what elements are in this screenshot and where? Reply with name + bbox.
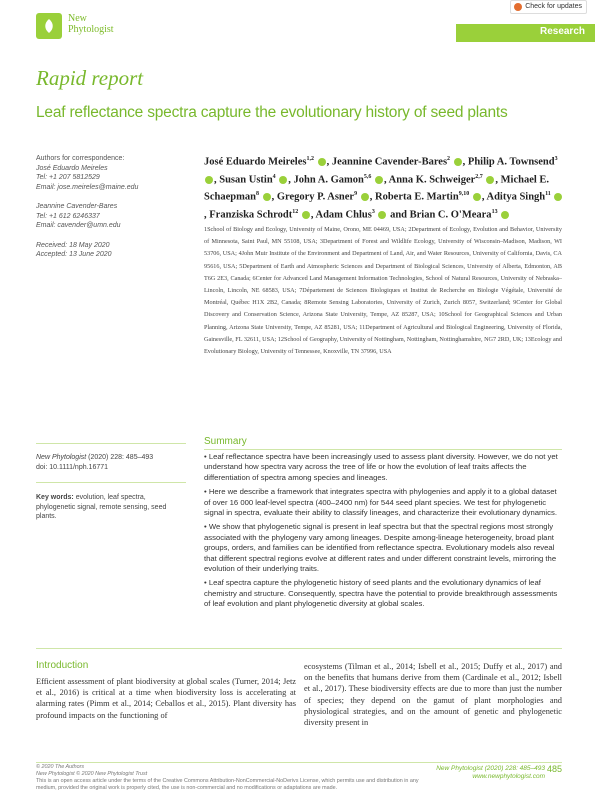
- correspondence-name-1: José Eduardo Meireles: [36, 164, 108, 172]
- keywords-label: Key words:: [36, 494, 74, 501]
- correspondence-block: [36, 154, 186, 260]
- citation-volume: (2020) 228: 485–493: [88, 454, 154, 461]
- affiliations: 1School of Biology and Ecology, University of Maine, Orono, ME 04469, USA; 2Department of Ecology, Evolution and Behavior, University of Minnesota, Saint Paul, MN 55108, USA; 3Department of Forest and Wildlife Ecology, University of Wisconsin–Madison, Madison, WI 53706, USA; 4John Muir Institute of the Environment and Department of Land, Air, and Water Resources, University of California, Davis, CA 95616, USA; 5Department of Earth and Atmospheric Sciences and Department of Biological Sciences, University of Alberta, Edmonton, AB T6G 2E3, Canada; 6Center for Advanced Land Management Information Technologies, School of Natural Resources, University of Nebraska–Lincoln, Lincoln, NE 68583, USA; 7Département de Sciences Biologiques et Institut de Recherche en Biologie Végétale, Université de Montréal, Québec H1X 2B2, Canada; 8Remote Sensing Laboratories, University of Zurich, Zurich 8057, Switzerland; 9Center for Global Discovery and Conservation Science, Arizona State University, Tempe, AZ 85287, USA; 10School for Geographical Sciences and Urban Planning, Arizona State University, Tempe, AZ 85281, USA; 11Department of Agricultural and Biological Engineering, University of Florida, Gainesville, FL 32611, USA; 12School of Geography, University of Nottingham, Nottingham, Nottinghamshire, NG7 2RD, UK; 13Ecology and Evolutionary Biology, University of Tennessee, Knoxville, TN 37996, USA: [204, 226, 562, 356]
- affiliation-marker: 3: [371, 208, 375, 215]
- section-label: Research: [539, 26, 585, 37]
- article-title: Leaf reflectance spectra capture the evolutionary history of seed plants: [36, 104, 508, 121]
- orcid-icon[interactable]: [473, 193, 481, 201]
- summary-body: [204, 452, 562, 614]
- affiliation-marker: 9: [354, 191, 358, 197]
- correspondence-label: Authors for correspondence:: [36, 155, 125, 162]
- section-banner: [456, 24, 595, 42]
- orcid-icon[interactable]: [378, 211, 386, 219]
- orcid-icon[interactable]: [454, 158, 462, 166]
- footer-license-text: This is an open access article under the terms of the Creative Commons Attribution-NonCommercial-NoDerivs License, which permits use and distribution in any medium, provided the original work is properly cited, the use is non-commercial and no modifications or adaptations are made.: [36, 778, 419, 791]
- page-number: 485: [546, 764, 562, 774]
- journal-logo-icon: [36, 13, 62, 39]
- correspondence-email-2[interactable]: Email: cavender@umn.edu: [36, 222, 121, 229]
- sidebar-divider-2: [36, 482, 186, 483]
- correspondence-name-2: Jeannine Cavender-Bares: [36, 203, 118, 210]
- orcid-icon[interactable]: [501, 211, 509, 219]
- journal-name-line1: New: [68, 13, 87, 24]
- summary-item: • Leaf reflectance spectra have been increasingly used to assess plant diversity. However, we do not yet understand how spectra vary across the tree of life or how the evolution of leaf traits affects the differentiation of spectra among species and lineages.: [204, 452, 558, 482]
- orcid-icon[interactable]: [375, 176, 383, 184]
- introduction-column-1: Efficient assessment of plant biodiversity at global scales (Turner, 2014; Jetz et al., 2016) is critical at a time when biodiversity loss is accelerating at alarming rates (Pimm et al., 2014; Ceballos et al., 2015). Plant diversity has profound impacts on the functioning of: [36, 677, 296, 720]
- correspondence-email-1[interactable]: Email: jose.meireles@maine.edu: [36, 183, 139, 191]
- orcid-icon[interactable]: [263, 193, 271, 201]
- orcid-icon[interactable]: [302, 211, 310, 219]
- orcid-icon[interactable]: [361, 193, 369, 201]
- keywords-block: [36, 493, 186, 522]
- introduction-heading: Introduction: [36, 660, 89, 671]
- affiliation-marker: 1,2: [306, 156, 314, 162]
- summary-heading: Summary: [204, 436, 247, 447]
- received-date: Received: 18 May 2020: [36, 241, 110, 249]
- summary-item: • We show that phylogenetic signal is present in leaf spectra but that the spectral regions most strongly associated with the phylogeny vary among lineages. Despite among-lineage heterogeneity, broad plant groups, orders, and families can be identified from reflectance spectra. Evolutionary models also reveal that different spectral regions evolve at different rates and under different constraint levels, mirroring the evolution of their underlying traits.: [204, 522, 557, 574]
- correspondence-tel-2: Tel: +1 612 6246337: [36, 212, 100, 220]
- correspondence-tel-1: Tel: +1 207 5812529: [36, 174, 100, 181]
- sidebar-divider: [36, 443, 186, 444]
- orcid-icon[interactable]: [486, 176, 494, 184]
- footer-trust: New Phytologist © 2020 New Phytologist Trust: [36, 771, 148, 777]
- summary-bottom-divider: [36, 648, 562, 649]
- check-updates-icon: [514, 3, 522, 11]
- orcid-icon[interactable]: [318, 158, 326, 166]
- citation-block: [36, 453, 186, 472]
- footer-divider: [36, 762, 562, 763]
- affiliation-marker: 12: [292, 208, 299, 215]
- citation-journal: New Phytologist: [36, 454, 87, 461]
- footer-url[interactable]: www.newphytologist.com: [472, 773, 545, 780]
- affiliation-marker: 2: [447, 156, 451, 162]
- doi[interactable]: doi: 10.1111/nph.16771: [36, 463, 109, 471]
- summary-divider: [204, 449, 562, 450]
- affiliation-marker: 3: [554, 156, 558, 162]
- check-updates-label: Check for updates: [525, 3, 582, 10]
- summary-item: • Leaf spectra capture the phylogenetic history of seed plants and the evolutionary dynamics of leaf chemistry and structure. Consequently, spectra have the potential to provide breakthrough assessments of leaf evolution and plant phylogenetic diversity at global scales.: [204, 578, 558, 609]
- footer-cite: New Phytologist (2020) 228: 485–493: [436, 765, 545, 772]
- summary-item: • Here we describe a framework that integrates spectra with phylogenies and apply it to a global dataset of over 16 000 leaf-level spectra (400–2400 nm) for 544 seed plant species. We test for phylogenetic signal in spectra, evaluate their ability to classify lineages, and characterize their evolutionary dynamics.: [204, 487, 557, 518]
- footer-copyright: © 2020 The Authors: [36, 764, 85, 770]
- accepted-date: Accepted: 13 June 2020: [36, 251, 112, 258]
- check-for-updates-button[interactable]: [510, 0, 587, 14]
- introduction-column-2: ecosystems (Tilman et al., 2014; Isbell et al., 2015; Duffy et al., 2017) and on the benefits that humans derive from them (Cardinale et al., 2012; Isbell et al., 2017). These biodiversity effects are due to more than just the number of species; they depend on the gamut of plant morphologies and physiological strategies, and on the amount of genetic and phylogenetic diversity present in: [304, 662, 562, 728]
- affiliation-marker: 11: [545, 191, 551, 197]
- orcid-icon[interactable]: [279, 176, 287, 184]
- author-list: José Eduardo Meireles$^{1,2}$ , Jeannine Cavender-Bares$^2$ , Philip A. Townsend$^3$ , Susan Ustin$^4$ , John A. Gamon$^{5,6}$ , Anna K. Schweiger$^{2,7}$ , Michael E. Schaepman$^8$ , Gregory P. Asner$^9$ , Roberta E. Martin$^{9,10}$ , Aditya Singh$^{11}$ , Franziska Schrodt$^{12}$ , Adam Chlus$^3$ and Brian C. O'Meara$^{13}$: [204, 152, 564, 222]
- affiliation-marker: 4: [272, 173, 276, 180]
- affiliation-marker: 9,10: [458, 191, 470, 197]
- affiliation-marker: 13: [491, 208, 498, 215]
- orcid-icon[interactable]: [205, 176, 213, 184]
- orcid-icon[interactable]: [554, 193, 562, 201]
- footer-citation: [375, 765, 545, 781]
- article-type: Rapid report: [36, 66, 144, 90]
- affiliation-marker: 2,7: [475, 173, 483, 180]
- journal-logo-text: [68, 13, 114, 35]
- keywords-list: evolution, leaf spectra, phylogenetic signal, remote sensing, seed plants.: [36, 494, 167, 520]
- affiliation-marker: 8: [255, 191, 259, 197]
- affiliation-marker: 5,6: [363, 173, 372, 180]
- journal-name-line2: Phytologist: [68, 24, 114, 35]
